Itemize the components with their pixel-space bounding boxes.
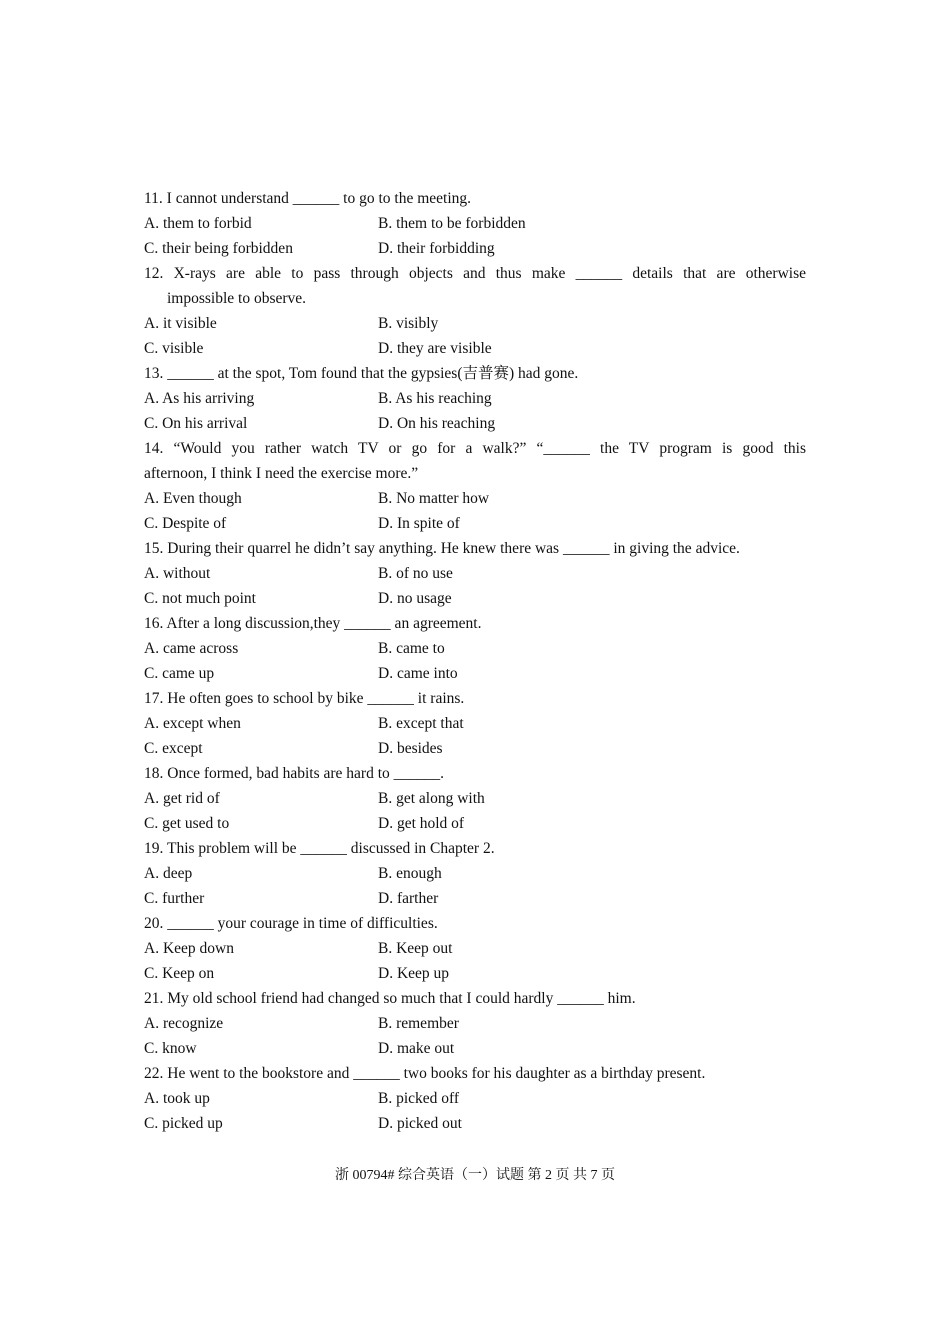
question-19 [144,836,806,911]
question-17 [144,686,806,761]
question-stem: 12. X-rays are able to pass through objects and thus make ______ details that are otherwise [144,265,806,282]
option-c: C. not much point [144,590,256,607]
question-stem: 22. He went to the bookstore and ______ two books for his daughter as a birthday present. [144,1065,706,1082]
option-b: B. Keep out [378,940,453,957]
question-16 [144,611,806,686]
option-d: D. they are visible [378,340,492,357]
option-b: B. remember [378,1015,459,1032]
option-a: A. took up [144,1090,210,1107]
option-b: B. picked off [378,1090,460,1107]
option-d: D. In spite of [378,515,460,532]
question-22 [144,1061,806,1136]
option-d: D. make out [378,1040,455,1057]
option-b: B. except that [378,715,464,732]
option-d: D. get hold of [378,815,465,832]
option-a: A. without [144,565,211,582]
option-a: A. deep [144,865,193,882]
question-list [144,186,806,1136]
option-a: A. Keep down [144,940,234,957]
question-stem: 16. After a long discussion,they ______ an agreement. [144,615,482,632]
question-stem: 18. Once formed, bad habits are hard to ______. [144,765,445,782]
option-d: D. besides [378,740,443,757]
option-b: B. get along with [378,790,485,807]
option-a: A. As his arriving [144,390,255,407]
option-a: A. Even though [144,490,242,507]
question-stem-continued: impossible to observe. [167,290,307,307]
question-11 [144,186,806,261]
option-a: A. recognize [144,1015,224,1032]
option-a: A. get rid of [144,790,220,807]
option-d: D. their forbidding [378,240,495,257]
option-b: B. enough [378,865,442,882]
option-a: A. it visible [144,315,217,332]
option-b: B. them to be forbidden [378,215,526,232]
option-d: D. farther [378,890,439,907]
option-a: A. them to forbid [144,215,252,232]
option-b: B. visibly [378,315,439,332]
option-a: A. except when [144,715,241,732]
option-d: D. no usage [378,590,452,607]
question-stem: 14. “Would you rather watch TV or go for a walk?” “______ the TV program is good this [144,440,806,457]
option-b: B. No matter how [378,490,490,507]
option-d: D. picked out [378,1115,462,1132]
question-18 [144,761,806,836]
question-21 [144,986,806,1061]
option-c: C. know [144,1040,197,1057]
question-13 [144,361,806,436]
option-b: B. As his reaching [378,390,492,407]
option-a: A. came across [144,640,239,657]
question-20 [144,911,806,986]
option-d: D. On his reaching [378,415,496,432]
option-c: C. came up [144,665,215,682]
question-stem: 11. I cannot understand ______ to go to the meeting. [144,190,472,207]
question-stem: 15. During their quarrel he didn’t say anything. He knew there was ______ in giving the advice. [144,540,740,557]
option-d: D. came into [378,665,458,682]
page-footer: 浙 00794# 综合英语（一）试题 第 2 页 共 7 页 [335,1168,615,1183]
question-stem-continued: afternoon, I think I need the exercise more.” [144,465,419,482]
option-d: D. Keep up [378,965,450,982]
question-stem: 17. He often goes to school by bike ______ it rains. [144,690,465,707]
option-c: C. Keep on [144,965,215,982]
option-c: C. Despite of [144,515,227,532]
question-14 [144,436,806,536]
question-stem: 20. ______ your courage in time of difficulties. [144,915,438,932]
option-c: C. get used to [144,815,230,832]
question-stem: 21. My old school friend had changed so much that I could hardly ______ him. [144,990,636,1007]
option-b: B. came to [378,640,445,657]
question-12 [144,261,806,361]
option-b: B. of no use [378,565,453,582]
option-c: C. further [144,890,205,907]
option-c: C. except [144,740,203,757]
option-c: C. On his arrival [144,415,248,432]
question-stem: 19. This problem will be ______ discussed in Chapter 2. [144,840,495,857]
question-15 [144,536,806,611]
option-c: C. picked up [144,1115,223,1132]
option-c: C. visible [144,340,204,357]
option-c: C. their being forbidden [144,240,293,257]
question-stem: 13. ______ at the spot, Tom found that the gypsies(吉普赛) had gone. [144,365,579,382]
